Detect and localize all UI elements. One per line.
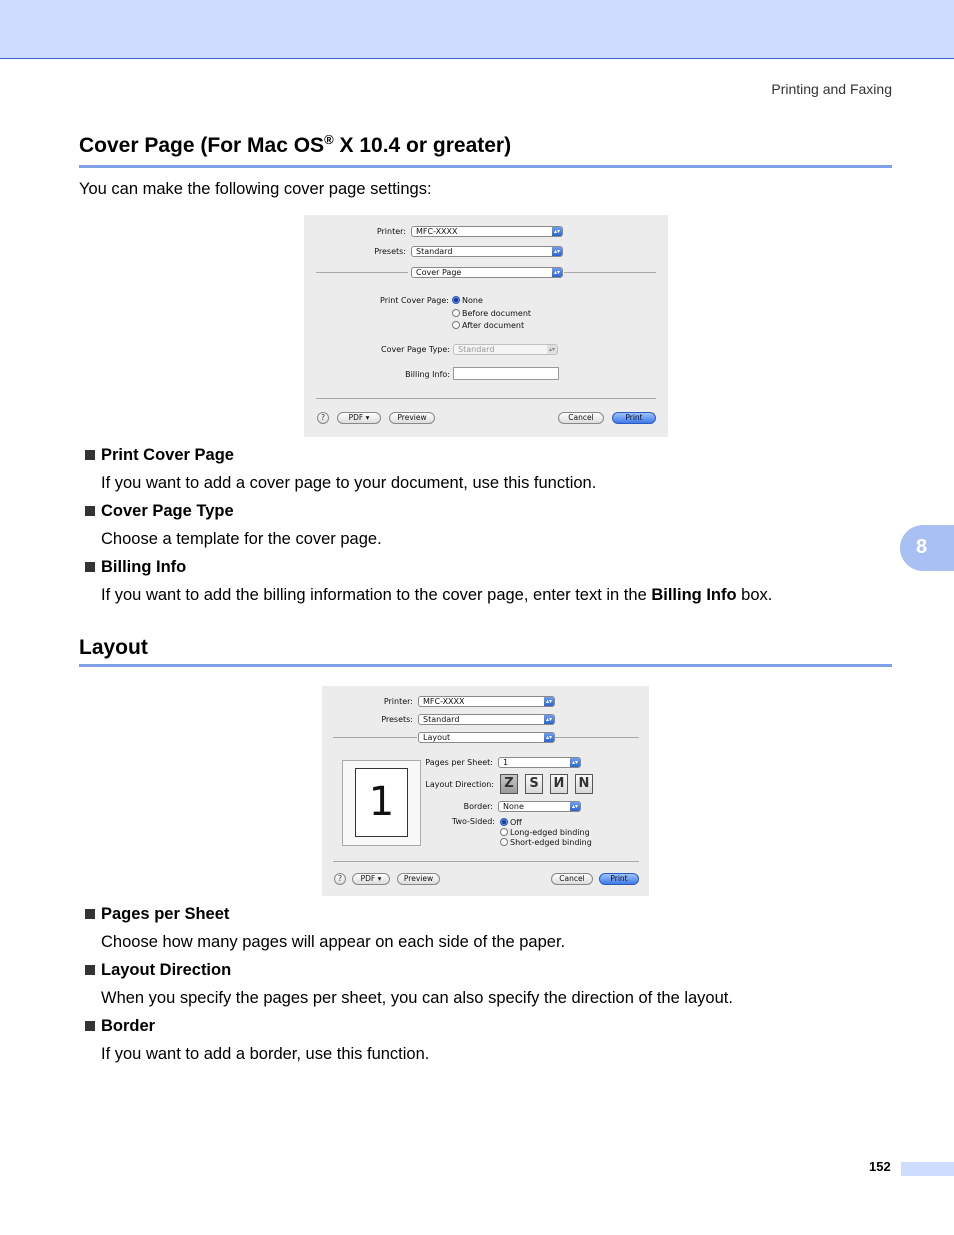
preview-button[interactable]: Preview xyxy=(389,412,435,424)
bullet-cover-page-type xyxy=(85,502,234,521)
bullet-square-icon xyxy=(85,909,95,919)
bullet-desc: Choose a template for the cover page. xyxy=(101,530,382,548)
help-icon[interactable]: ? xyxy=(317,412,329,424)
radio-short-edged[interactable] xyxy=(500,838,508,846)
bullet-desc: Choose how many pages will appear on each side of the paper. xyxy=(101,933,566,951)
bullet-square-icon xyxy=(85,562,95,572)
printer-value: MFC-XXXX xyxy=(416,227,458,236)
border-popup[interactable] xyxy=(498,801,581,812)
bullet-border xyxy=(85,1017,155,1036)
pages-per-sheet-label: Pages per Sheet: xyxy=(425,758,493,767)
border-value: None xyxy=(503,802,524,811)
desc-text: If you want to add the billing information to the cover page, enter text in the xyxy=(101,586,652,604)
chapter-tab xyxy=(900,525,954,571)
bullet-desc: If you want to add a cover page to your document, use this function. xyxy=(101,474,597,492)
border-label: Border: xyxy=(463,802,493,811)
bullet-head: Layout Direction xyxy=(101,961,232,979)
radio-none[interactable] xyxy=(452,296,460,304)
radio-after-label: After document xyxy=(462,321,525,330)
bullet-head: Billing Info xyxy=(101,558,187,576)
cover-type-value: Standard xyxy=(458,345,495,354)
section-title-layout: Layout xyxy=(79,636,148,659)
desc-text-end: box. xyxy=(736,586,773,604)
radio-after-document[interactable] xyxy=(452,321,460,329)
chapter-number: 8 xyxy=(916,536,928,558)
bullet-square-icon xyxy=(85,506,95,516)
divider xyxy=(316,272,408,273)
layout-direction-reverse-n-icon[interactable]: И xyxy=(550,774,568,794)
running-title: Printing and Faxing xyxy=(771,81,892,97)
two-sided-label: Two-Sided: xyxy=(451,817,495,826)
title-text: Cover Page (For Mac OS xyxy=(79,134,325,157)
title-text-end: X 10.4 or greater) xyxy=(333,134,512,157)
divider xyxy=(564,272,656,273)
pdf-button[interactable]: PDF ▾ xyxy=(337,412,381,424)
printer-popup[interactable] xyxy=(418,696,555,707)
bullet-head: Print Cover Page xyxy=(101,446,234,464)
updown-arrow-icon: ▴▾ xyxy=(553,248,561,255)
layout-direction-s-icon[interactable]: S xyxy=(525,774,543,794)
divider xyxy=(333,861,639,862)
section-rule xyxy=(79,664,892,667)
pdf-button[interactable]: PDF ▾ xyxy=(352,873,390,885)
bullet-head: Pages per Sheet xyxy=(101,905,230,923)
updown-arrow-icon: ▴▾ xyxy=(571,803,579,810)
cancel-button[interactable]: Cancel xyxy=(558,412,604,424)
divider xyxy=(333,737,417,738)
page-number: 152 xyxy=(869,1159,891,1174)
pane-popup[interactable] xyxy=(418,732,555,743)
presets-popup[interactable] xyxy=(418,714,555,725)
section-rule xyxy=(79,165,892,168)
bullet-desc: When you specify the pages per sheet, you can also specify the direction of the layout. xyxy=(101,989,733,1007)
presets-value: Standard xyxy=(423,715,460,724)
section-title-cover-page xyxy=(79,134,511,158)
radio-short-edged-label: Short-edged binding xyxy=(510,838,592,847)
bullet-head: Border xyxy=(101,1017,156,1035)
pane-value: Layout xyxy=(423,733,451,742)
updown-arrow-icon: ▴▾ xyxy=(548,346,556,353)
preview-sheet: 1 xyxy=(355,768,408,837)
pages-per-sheet-popup[interactable] xyxy=(498,757,581,768)
layout-direction-label: Layout Direction: xyxy=(425,780,494,789)
help-icon[interactable]: ? xyxy=(334,873,346,885)
radio-long-edged-label: Long-edged binding xyxy=(510,828,590,837)
page-number-bar xyxy=(901,1162,954,1176)
radio-off-label: Off xyxy=(510,818,522,827)
presets-value: Standard xyxy=(416,247,453,256)
bullet-billing-info xyxy=(85,558,186,577)
printer-label: Printer: xyxy=(376,227,406,236)
presets-label: Presets: xyxy=(374,247,406,256)
print-cover-page-label: Print Cover Page: xyxy=(380,296,449,305)
layout-preview xyxy=(342,760,421,846)
print-button[interactable]: Print xyxy=(599,873,639,885)
bullet-desc: If you want to add a border, use this function. xyxy=(101,1045,430,1063)
updown-arrow-icon: ▴▾ xyxy=(571,759,579,766)
updown-arrow-icon: ▴▾ xyxy=(545,734,553,741)
print-button[interactable]: Print xyxy=(612,412,656,424)
radio-before-label: Before document xyxy=(462,309,532,318)
bullet-desc xyxy=(101,586,772,605)
layout-dialog-screenshot xyxy=(322,686,649,896)
layout-direction-z-icon[interactable]: Z xyxy=(500,774,518,794)
registered-mark: ® xyxy=(324,132,334,147)
bullet-pages-per-sheet xyxy=(85,905,229,924)
updown-arrow-icon: ▴▾ xyxy=(545,698,553,705)
bullet-square-icon xyxy=(85,965,95,975)
printer-label: Printer: xyxy=(383,697,413,706)
preview-button[interactable]: Preview xyxy=(397,873,440,885)
presets-popup[interactable] xyxy=(411,246,563,257)
divider xyxy=(316,398,656,399)
radio-long-edged[interactable] xyxy=(500,828,508,836)
radio-off[interactable] xyxy=(500,818,508,826)
printer-value: MFC-XXXX xyxy=(423,697,465,706)
bullet-head: Cover Page Type xyxy=(101,502,234,520)
layout-direction-n-icon[interactable]: N xyxy=(575,774,593,794)
presets-label: Presets: xyxy=(381,715,413,724)
cancel-button[interactable]: Cancel xyxy=(551,873,593,885)
updown-arrow-icon: ▴▾ xyxy=(545,716,553,723)
pps-value: 1 xyxy=(503,758,509,767)
intro-text: You can make the following cover page settings: xyxy=(79,180,432,198)
pane-popup[interactable] xyxy=(411,267,563,278)
cover-page-type-popup[interactable] xyxy=(453,344,558,355)
bullet-square-icon xyxy=(85,1021,95,1031)
billing-info-field[interactable] xyxy=(453,367,559,380)
cover-page-type-label: Cover Page Type: xyxy=(381,345,450,354)
divider xyxy=(555,737,639,738)
header-band xyxy=(0,0,954,59)
radio-none-label: None xyxy=(462,296,483,305)
bullet-layout-direction xyxy=(85,961,231,980)
radio-before-document[interactable] xyxy=(452,309,460,317)
updown-arrow-icon: ▴▾ xyxy=(553,269,561,276)
updown-arrow-icon: ▴▾ xyxy=(553,228,561,235)
printer-popup[interactable] xyxy=(411,226,563,237)
desc-bold: Billing Info xyxy=(651,586,737,604)
bullet-print-cover-page xyxy=(85,446,234,465)
pane-value: Cover Page xyxy=(416,268,462,277)
cover-page-dialog-screenshot xyxy=(304,215,668,437)
billing-info-label: Billing Info: xyxy=(405,370,450,379)
bullet-square-icon xyxy=(85,450,95,460)
